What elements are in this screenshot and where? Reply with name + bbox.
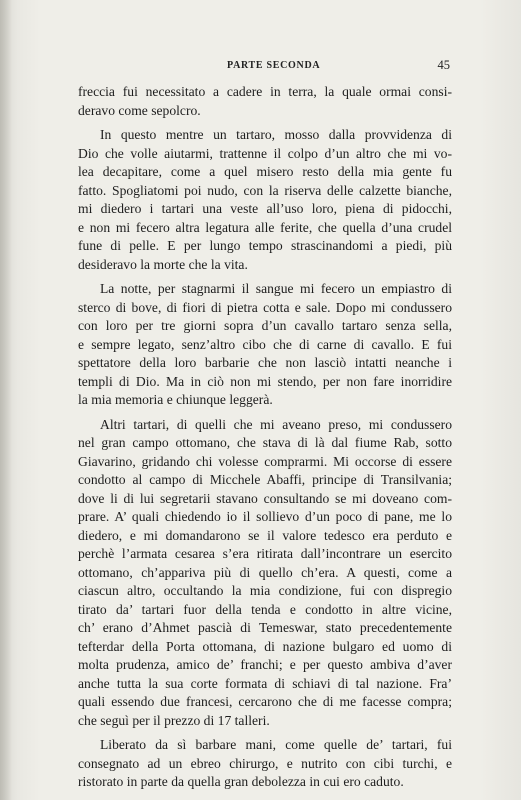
paragraph <box>78 736 452 792</box>
paragraph <box>78 126 452 274</box>
text-line: dove li di lui segretarii stavano consultando se mi doveano com- <box>78 490 452 506</box>
text-line: fatto. Spogliatomi poi nudo, con la riserva delle calzette bianche, <box>78 182 452 198</box>
text-line: anche tutta la sua corte formata di schiavi di tal nazione. Fra’ <box>78 675 452 691</box>
text-line: la mia memoria e chiunque leggerà. <box>78 392 273 407</box>
text-line: ciascun altro, occultando la mia condizione, fui con dispregio <box>78 583 452 598</box>
paragraph <box>78 83 452 120</box>
text-line: sterco di bove, di fiori di pietra cotta e sale. Dopo mi condussero <box>78 299 452 315</box>
text-line: e non mi fecero altra legatura alle ferite, che quella d’una crudel <box>78 219 452 235</box>
text-line: condotto al campo di Micchele Abaffi, principe di Transilvania; <box>78 472 452 487</box>
text-line: lea decapitare, come a quel misero resto della mia gente fu <box>78 164 452 179</box>
text-line: fune di pelle. E per lungo tempo strascinandomi a piedi, più <box>78 238 452 253</box>
text-line: consegnato ad un ebreo chirurgo, e nutrito con cibi turchi, e <box>78 755 452 771</box>
text-line: templi di Dio. Ma in ciò non mi stendo, per non fare inorridire <box>78 373 452 389</box>
text-line: ch’ erano d’Ahmet pascià di Temeswar, stato precedentemente <box>78 620 452 635</box>
text-line: e sempre legato, senz’altro cibo che di carne di cavallo. E fui <box>78 336 452 352</box>
text-line: con loro per tre giorni sopra d’un cavallo tartaro senza sella, <box>78 318 452 333</box>
body-text <box>78 83 452 792</box>
text-line: prare. A’ quali chiedendo io il sollievo d’un poco di pane, me lo <box>78 509 452 524</box>
running-head: PARTE SECONDA <box>227 60 321 71</box>
text-line: In questo mentre un tartaro, mosso dalla provvidenza di <box>100 127 452 142</box>
text-line: diedero, e mi domandarono se il valore tedesco era perduto e <box>78 527 452 543</box>
text-line: tirato da’ tartari fuor della tenda e condotto in altre vicine, <box>78 601 452 617</box>
text-line: freccia fui necessitato a cadere in terra, la quale ormai consi- <box>78 84 452 99</box>
text-line: mi diedero i tartari una veste all’uso loro, piena di pidocchi, <box>78 201 452 216</box>
text-line: ottomano, ch’appariva più di quello ch’era. A questi, come a <box>78 564 452 580</box>
text-line: tefterdar della Porta ottomana, di nazione bulgaro ed uomo di <box>78 638 452 654</box>
paragraph <box>78 280 452 410</box>
text-line: che seguì per il prezzo di 17 talleri. <box>78 712 270 728</box>
text-line: deravo come sepolcro. <box>78 102 201 118</box>
binding-shadow <box>0 0 12 800</box>
text-line: desideravo la morte che la vita. <box>78 256 248 272</box>
text-line: Dio che volle aiutarmi, trattenne il colpo d’un altro che mi vo- <box>78 145 452 161</box>
text-line: perchè l’armata cesarea s’era ritirata dall’incontrare un esercito <box>78 546 452 561</box>
text-line: Liberato da sì barbare mani, come quelle de’ tartari, fui <box>100 737 452 752</box>
text-line: quali essendo due francesi, cercarono che di me facesse compra; <box>78 694 452 709</box>
text-line: Giavarino, gridando chi volesse comprarmi. Mi occorse di essere <box>78 453 452 469</box>
text-line: La notte, per stagnarmi il sangue mi fecero un empiastro di <box>100 281 452 296</box>
paragraph <box>78 416 452 731</box>
text-line: ristorato in parte da quella gran debolezza in cui ero caduto. <box>78 774 404 789</box>
text-line: nel gran campo ottomano, che stava di là dal fiume Rab, sotto <box>78 435 452 450</box>
page-number: 45 <box>437 58 450 72</box>
text-line: Altri tartari, di quelli che mi aveano preso, mi condussero <box>100 416 452 432</box>
page-header <box>78 58 450 74</box>
text-line: spettatore della loro barbarie che non lasciò intatti neanche i <box>78 355 452 370</box>
text-line: molta prudenza, amico de’ franchi; e per questo ambiva d’aver <box>78 657 452 672</box>
